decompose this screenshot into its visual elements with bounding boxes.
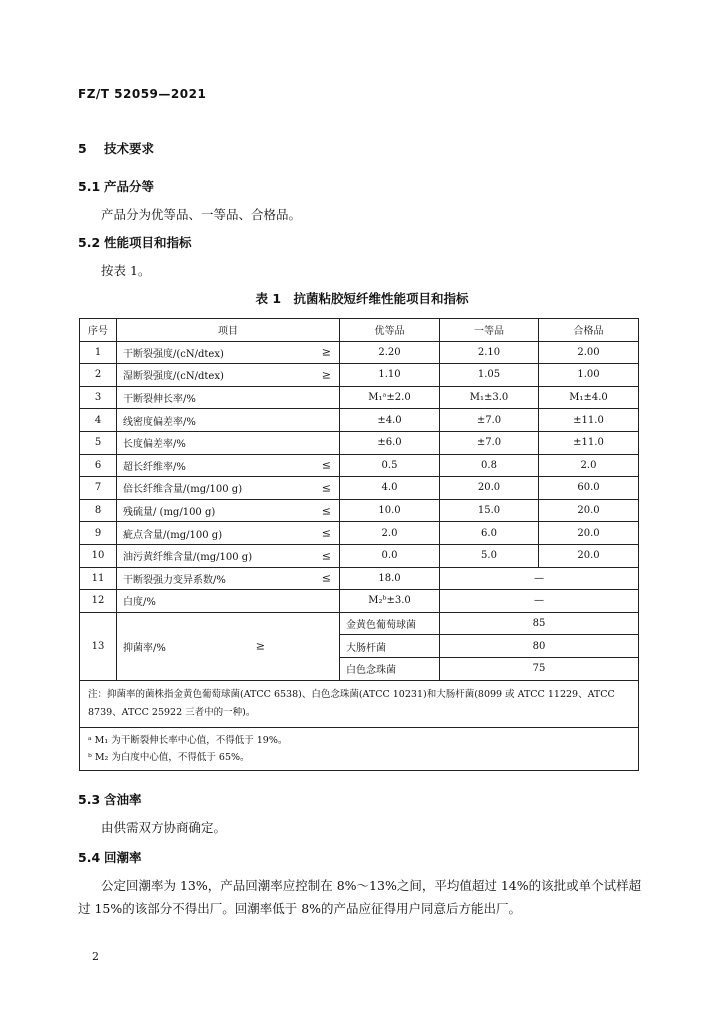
grade-superior-value: 0.0 [340,544,440,567]
bacteria-value: 80 [440,635,639,658]
bacteria-value: 85 [440,612,639,635]
grade-first-value: 5.0 [440,544,539,567]
grade-qualified-value: 1.00 [539,364,639,387]
header-no: 序号 [80,319,117,342]
merged-grade-value: — [440,567,639,590]
grade-first-value: ±7.0 [440,431,539,454]
operator: ≤ [321,526,331,540]
table-note-row [80,680,639,727]
row-item [117,431,340,454]
section-5-1-heading [78,177,154,195]
table-row [80,409,639,432]
grade-superior-value: 1.10 [340,364,440,387]
operator: ≤ [321,481,331,495]
grade-qualified-value: M₁±4.0 [539,386,639,409]
section-5-3-body: 由供需双方协商确定。 [101,820,227,835]
operator: ≥ [321,345,331,359]
section-number: 5 [78,141,87,156]
grade-first-value: 20.0 [440,477,539,500]
footnote-b: ᵇ M₂ 为白度中心值，不得低于 65%。 [88,751,250,763]
operator: ≤ [321,549,331,563]
row-no: 6 [80,454,117,477]
grade-superior-value: 0.5 [340,454,440,477]
grade-superior-value: 2.20 [340,341,440,364]
table-row [80,544,639,567]
grade-qualified-value: 20.0 [539,544,639,567]
grade-first-value: 6.0 [440,522,539,545]
header-grade-qualified: 合格品 [539,319,639,342]
row-no: 13 [80,612,117,680]
grade-first-value: 0.8 [440,454,539,477]
operator: ≤ [321,571,331,585]
row-item: 白度/% [117,590,340,613]
section-number: 5.2 [78,235,101,250]
page-number: 2 [92,950,99,963]
table-row [80,522,639,545]
grade-superior-value: 4.0 [340,477,440,500]
grade-superior-value: 2.0 [340,522,440,545]
grade-qualified-value: 2.0 [539,454,639,477]
grade-first-value: 1.05 [440,364,539,387]
grade-superior-value: 18.0 [340,567,440,590]
item-label: 干断裂强度/(cN/dtex) [123,348,224,360]
item-label: 线密度偏差率/% [123,416,196,428]
table-footnote-row [80,727,639,770]
item-label: 超长纤维率/% [123,461,186,473]
grade-superior-value: M₂ᵇ±3.0 [340,590,440,613]
row-item [117,454,340,477]
grade-superior-value: 10.0 [340,499,440,522]
table-row [80,499,639,522]
section-5-4-body-line1: 公定回潮率为 13%，产品回潮率应控制在 8%～13%之间，平均值超过 14%的该批或单个试样超 [101,878,642,893]
grade-qualified-value: 20.0 [539,522,639,545]
row-item [117,544,340,567]
grade-qualified-value: ±11.0 [539,431,639,454]
grade-qualified-value: ±11.0 [539,409,639,432]
row-no: 10 [80,544,117,567]
item-label: 长度偏差率/% [123,439,186,451]
section-5-2-heading [78,233,192,251]
row-item [117,364,340,387]
grade-qualified-value: 20.0 [539,499,639,522]
item-label: 油污黄纤维含量/(mg/100 g) [123,552,253,564]
grade-first-value: M₁±3.0 [440,386,539,409]
row-item [117,499,340,522]
row-no: 1 [80,341,117,364]
section-title: 产品分等 [104,179,155,194]
table-row [80,612,639,635]
row-item [117,612,340,680]
item-label: 抑菌率/% [123,642,166,654]
bacteria-name: 金黄色葡萄球菌 [340,612,440,635]
header-grade-superior: 优等品 [340,319,440,342]
row-item [117,409,340,432]
bacteria-name: 白色念珠菌 [340,657,440,680]
grade-superior-value: M₁ᵃ±2.0 [340,386,440,409]
row-no: 7 [80,477,117,500]
section-number: 5.4 [78,850,101,865]
item-label: 湿断裂强度/(cN/dtex) [123,371,224,383]
header-grade-first: 一等品 [440,319,539,342]
operator: ≥ [321,368,331,382]
section-title: 回潮率 [104,850,142,865]
item-label: 倍长纤维含量/(mg/100 g) [123,484,243,496]
item-label: 干断裂强力变异系数/% [123,574,226,586]
row-no: 11 [80,567,117,590]
row-no: 8 [80,499,117,522]
table-row [80,590,639,613]
operator: ≥ [255,639,265,653]
section-title: 技术要求 [104,141,155,156]
section-5-1-body: 产品分为优等品、一等品、合格品。 [101,207,302,222]
item-label: 干断裂伸长率/% [123,394,196,406]
merged-grade-value: — [440,590,639,613]
section-number: 5.1 [78,179,101,194]
row-no: 3 [80,386,117,409]
row-no: 12 [80,590,117,613]
operator: ≤ [321,504,331,518]
table-row [80,567,639,590]
header-item: 项目 [117,319,340,342]
table-footnotes [80,727,639,770]
row-no: 2 [80,364,117,387]
table-row [80,341,639,364]
table-row [80,386,639,409]
row-no: 4 [80,409,117,432]
table-row [80,364,639,387]
item-label: 残硫量/ (mg/100 g) [123,507,216,519]
table-note: 注：抑菌率的菌株指金黄色葡萄球菌(ATCC 6538)、白色念珠菌(ATCC 10231)和大肠杆菌(8099 或 ATCC 11229、ATCC 8739、ATCC 25922 三者中的一种)。 [80,680,639,727]
bacteria-name: 大肠杆菌 [340,635,440,658]
grade-first-value: 2.10 [440,341,539,364]
row-item [117,522,340,545]
row-item [117,341,340,364]
section-5-3-heading [78,790,142,808]
footnote-a: ᵃ M₁ 为干断裂伸长率中心值，不得低于 19%。 [88,734,288,746]
table-row [80,454,639,477]
section-title: 性能项目和指标 [104,235,192,250]
table-row [80,477,639,500]
table-row [80,431,639,454]
row-no: 9 [80,522,117,545]
performance-table [79,318,639,771]
grade-superior-value: ±6.0 [340,431,440,454]
section-5-4-heading [78,848,142,866]
standard-code-header: FZ/T 52059—2021 [78,87,207,101]
grade-first-value: ±7.0 [440,409,539,432]
section-5-4-body-line2: 过 15%的该部分不得出厂。回潮率低于 8%的产品应征得用户同意后方能出厂。 [78,901,522,916]
grade-qualified-value: 2.00 [539,341,639,364]
section-title: 含油率 [104,792,142,807]
bacteria-value: 75 [440,657,639,680]
item-label: 疵点含量/(mg/100 g) [123,529,223,541]
row-no: 5 [80,431,117,454]
row-item [117,386,340,409]
row-item [117,567,340,590]
grade-first-value: 15.0 [440,499,539,522]
row-item [117,477,340,500]
grade-superior-value: ±4.0 [340,409,440,432]
section-number: 5.3 [78,792,101,807]
section-5-2-body: 按表 1。 [101,263,151,278]
grade-qualified-value: 60.0 [539,477,639,500]
table-caption: 表 1 抗菌粘胶短纤维性能项目和指标 [255,291,469,306]
operator: ≤ [321,458,331,472]
section-5-heading [78,139,154,157]
table-header-row [80,319,639,342]
